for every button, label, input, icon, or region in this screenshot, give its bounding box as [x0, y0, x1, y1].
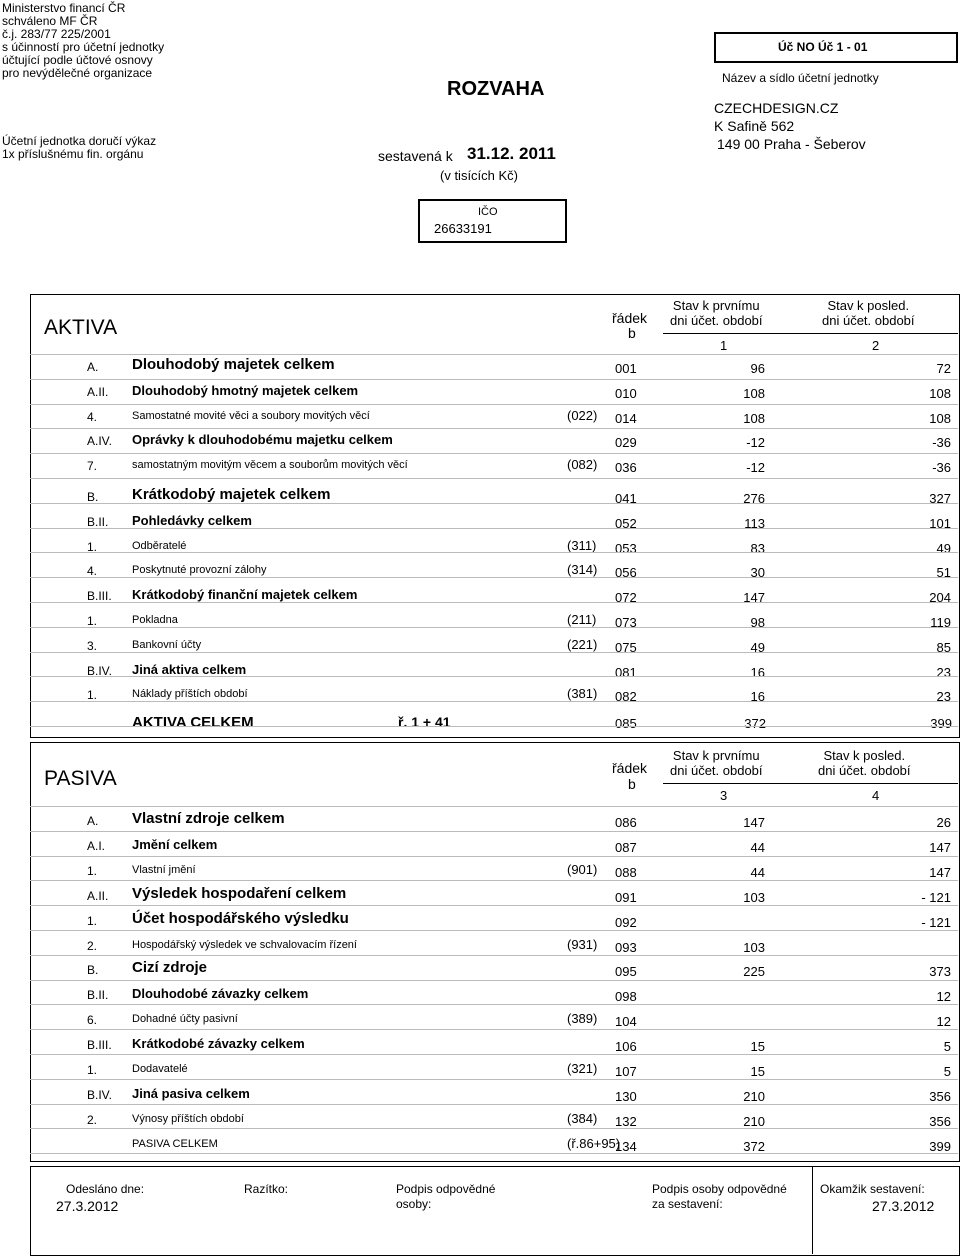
- row-value-last: 49: [936, 540, 951, 556]
- row-line-number: 001: [615, 361, 637, 376]
- row-value-last: -36: [932, 460, 951, 476]
- row-line-number: 081: [615, 664, 637, 680]
- aktiva-total-line: 085: [615, 716, 637, 731]
- row-value-last: 101: [929, 515, 951, 531]
- row-label: Krátkodobý majetek celkem: [132, 486, 331, 503]
- units-note: (v tisících Kč): [440, 168, 519, 183]
- row-value-first: -12: [746, 460, 765, 476]
- row-label: Pokladna: [132, 614, 178, 626]
- row-value-first: -12: [746, 435, 765, 451]
- row-code: B.IV.: [87, 1087, 112, 1102]
- row-value-first: 30: [750, 565, 765, 581]
- aktiva-title: AKTIVA: [44, 316, 118, 339]
- entity-street: K Safině 562: [714, 118, 795, 134]
- row-account: (389): [567, 1011, 598, 1027]
- row-label: Jiná aktiva celkem: [132, 661, 247, 677]
- row-label: Jiná pasiva celkem: [132, 1085, 250, 1101]
- row-account: (082): [567, 457, 598, 473]
- row-value-last: 23: [936, 664, 951, 680]
- compiled-date: 31.12. 2011: [467, 144, 556, 163]
- table-row: [87, 511, 955, 535]
- row-value-first: 113: [744, 515, 765, 531]
- col-b-header: b: [628, 776, 636, 792]
- row-code: A.II.: [87, 888, 109, 903]
- row-value-last: 72: [936, 361, 951, 376]
- row-value-last: 147: [929, 839, 951, 855]
- row-account: (311): [567, 537, 597, 553]
- row-value-first: 103: [743, 889, 765, 905]
- row-code: B.: [87, 490, 99, 504]
- form-code-box: [714, 32, 958, 63]
- row-line-number: 036: [615, 460, 637, 476]
- issuer-line: s účinností pro účetní jednotky: [2, 40, 165, 54]
- row-code: B.III.: [87, 1038, 112, 1053]
- row-value-first: 108: [743, 385, 765, 401]
- delivery-line: Účetní jednotka doručí výkaz: [2, 134, 157, 148]
- row-line-number: 056: [615, 565, 637, 581]
- table-row: [87, 684, 955, 708]
- row-line-number: 106: [615, 1039, 637, 1055]
- sent-label: Odesláno dne:: [66, 1182, 145, 1196]
- issuer-line: schváleno MF ČR: [2, 14, 98, 28]
- table-row: [87, 610, 955, 634]
- row-line-number: 041: [615, 491, 637, 506]
- compiler-signature: [652, 1182, 787, 1212]
- row-label: Dodavatelé: [132, 1063, 188, 1075]
- row-code: 1.: [87, 688, 98, 703]
- row-value-first: 16: [750, 664, 765, 680]
- row-value-last: 12: [936, 1014, 951, 1030]
- ico-label: IČO: [478, 206, 498, 218]
- row-line-number: 098: [615, 989, 637, 1005]
- row-line-number: 029: [615, 435, 637, 451]
- row-line-number: 092: [615, 914, 637, 930]
- row-line-number: 052: [615, 515, 637, 531]
- row-label: Odběratelé: [132, 539, 187, 552]
- row-code: B.III.: [87, 589, 112, 604]
- aktiva-total-label: AKTIVA CELKEM: [132, 714, 254, 731]
- col-num-4: 4: [872, 788, 880, 803]
- row-value-last: 5: [943, 1039, 951, 1055]
- row-value-first: 108: [743, 410, 765, 426]
- row-code: B.II.: [87, 514, 109, 529]
- row-code: 1.: [87, 614, 98, 628]
- table-row: [87, 560, 955, 584]
- ico-value: 26633191: [434, 221, 492, 236]
- row-line-number: 072: [615, 590, 637, 606]
- row-line-number: 107: [615, 1064, 637, 1079]
- row-label: Jmění celkem: [132, 836, 218, 852]
- table-row: [87, 430, 955, 454]
- row-value-first: 372: [743, 1138, 765, 1154]
- row-line-number: 086: [615, 815, 637, 830]
- row-account: (384): [567, 1110, 598, 1126]
- col-last-line: Stav k posled.: [823, 748, 906, 763]
- aktiva-total-ref: ř. 1 + 41: [398, 714, 451, 730]
- stamp-label: Razítko:: [244, 1182, 289, 1196]
- table-row: [87, 455, 955, 479]
- col-line-header: řádek: [612, 760, 648, 776]
- row-code: A.I.: [87, 838, 106, 853]
- row-value-last: 356: [929, 1113, 951, 1129]
- row-label: Dlouhodobý majetek celkem: [132, 356, 335, 373]
- col-num-2: 2: [872, 338, 880, 353]
- aktiva-total-v1: 372: [744, 716, 766, 731]
- col-b-header: b: [628, 325, 636, 341]
- responsible-signature: [396, 1182, 495, 1212]
- row-code: 3.: [87, 638, 98, 653]
- row-label: Hospodářský výsledek ve schvalovacím řízení: [132, 938, 357, 951]
- compiler-line: za sestavení:: [652, 1197, 723, 1211]
- delivery-note: [2, 135, 156, 161]
- table-row: [87, 1134, 955, 1158]
- table-row: [87, 585, 955, 609]
- row-code: B.IV.: [87, 663, 112, 678]
- issuer-info: [2, 2, 164, 80]
- row-account: (022): [567, 407, 598, 423]
- issuer-line: účtující podle účtové osnovy: [2, 53, 153, 67]
- row-code: 6.: [87, 1013, 98, 1028]
- row-line-number: 093: [615, 939, 637, 955]
- row-code: 1.: [87, 1063, 98, 1077]
- entity-name: CZECHDESIGN.CZ: [714, 100, 839, 116]
- row-code: 1.: [87, 539, 98, 554]
- row-value-last: -36: [932, 435, 951, 451]
- row-value-first: 15: [750, 1039, 765, 1055]
- row-label: Krátkodobý finanční majetek celkem: [132, 587, 358, 603]
- row-value-last: 51: [936, 565, 951, 581]
- row-value-first: 147: [743, 590, 765, 606]
- row-code: A.: [87, 814, 99, 828]
- entity-label: Název a sídlo účetní jednotky: [722, 71, 879, 85]
- row-value-first: 44: [750, 864, 765, 880]
- row-code: A.IV.: [87, 434, 112, 449]
- row-label: Výsledek hospodaření celkem: [132, 884, 347, 902]
- compiled-label: sestavená k: [378, 148, 453, 164]
- row-value-first: 210: [743, 1113, 765, 1129]
- row-code: B.II.: [87, 988, 109, 1003]
- row-account: (321): [567, 1061, 598, 1076]
- row-value-first: 276: [743, 491, 765, 506]
- table-row: [87, 635, 955, 659]
- row-value-first: 49: [750, 639, 765, 655]
- row-label: Pohledávky celkem: [132, 512, 252, 528]
- row-label: Vlastní zdroje celkem: [132, 810, 285, 827]
- row-value-first: 96: [750, 361, 765, 376]
- sent-date: 27.3.2012: [56, 1198, 119, 1214]
- entity-city: 149 00 Praha - Šeberov: [717, 136, 866, 152]
- row-value-last: 399: [929, 1138, 951, 1154]
- row-line-number: 053: [615, 540, 637, 556]
- table-row: [87, 660, 955, 684]
- row-value-first: 103: [743, 939, 765, 955]
- row-value-first: 225: [743, 964, 765, 980]
- row-value-last: - 121: [921, 914, 951, 930]
- row-line-number: 075: [615, 639, 637, 655]
- row-value-last: 85: [936, 639, 951, 655]
- row-value-first: 15: [750, 1064, 765, 1079]
- col-last-line: dni účet. období: [822, 313, 915, 328]
- issuer-line: č.j. 283/77 225/2001: [2, 27, 111, 41]
- col-first-header: [670, 748, 763, 778]
- row-account: (901): [567, 861, 598, 877]
- pasiva-title: PASIVA: [44, 767, 117, 790]
- col-num-3: 3: [720, 788, 728, 803]
- row-code: B.: [87, 963, 99, 978]
- row-code: 2.: [87, 1112, 98, 1127]
- row-label: Dohadné účty pasivní: [132, 1013, 238, 1026]
- row-line-number: 073: [615, 615, 637, 630]
- row-line-number: 095: [615, 964, 637, 980]
- table-row: [87, 406, 955, 430]
- row-value-last: - 121: [921, 889, 951, 905]
- col-first-line: dni účet. období: [670, 313, 763, 328]
- row-value-last: 12: [936, 989, 951, 1005]
- row-label: Účet hospodářského výsledku: [132, 909, 349, 927]
- row-value-first: 44: [750, 839, 765, 855]
- col-num-1: 1: [720, 338, 728, 353]
- row-code: 4.: [87, 409, 98, 424]
- row-label: Vlastní jmění: [132, 863, 196, 876]
- row-line-number: 132: [615, 1113, 637, 1129]
- table-row: [87, 1109, 955, 1133]
- row-code: 1.: [87, 863, 98, 878]
- row-value-last: 108: [929, 410, 951, 426]
- issuer-line: Ministerstvo financí ČR: [2, 1, 126, 15]
- form-code: Úč NO Úč 1 - 01: [778, 40, 868, 54]
- table-row: [87, 486, 955, 510]
- responsible-line: osoby:: [396, 1197, 432, 1211]
- row-line-number: 014: [615, 410, 637, 426]
- col-first-header: [670, 298, 763, 328]
- moment-label: Okamžik sestavení:: [820, 1182, 925, 1196]
- row-account: (314): [567, 562, 598, 578]
- row-label: Cizí zdroje: [132, 959, 208, 977]
- row-label: samostatným movitým věcem a souborům movitých věcí: [132, 459, 408, 472]
- row-value-last: 5: [943, 1064, 951, 1079]
- row-account: (931): [567, 936, 598, 952]
- row-account: (211): [567, 612, 597, 627]
- ico-box: [418, 199, 567, 243]
- row-code: A.: [87, 360, 99, 374]
- table-row: [87, 356, 955, 380]
- row-line-number: 087: [615, 839, 637, 855]
- row-value-last: 327: [929, 491, 951, 506]
- row-label: Výnosy příštích období: [132, 1112, 244, 1125]
- row-label: Dlouhodobé závazky celkem: [132, 986, 309, 1002]
- row-label: Dlouhodobý hmotný majetek celkem: [132, 382, 359, 398]
- row-value-last: 23: [936, 689, 951, 705]
- aktiva-total-v2: 399: [930, 716, 952, 731]
- row-label: Samostatné movité věci a soubory movitých věcí: [132, 409, 370, 422]
- page-title: ROZVAHA: [447, 78, 545, 100]
- row-value-last: 119: [930, 615, 951, 630]
- row-value-last: 26: [936, 815, 951, 830]
- row-line-number: 134: [615, 1138, 637, 1154]
- col-first-line: Stav k prvnímu: [672, 748, 760, 763]
- row-line-number: 130: [615, 1088, 637, 1104]
- row-account: (381): [567, 686, 598, 702]
- issuer-line: pro nevýdělečné organizace: [2, 66, 153, 80]
- row-label: Bankovní účty: [132, 638, 202, 651]
- row-label: Oprávky k dlouhodobému majetku celkem: [132, 432, 393, 448]
- row-code: 2.: [87, 938, 98, 953]
- row-value-first: 210: [743, 1088, 765, 1104]
- row-value-first: 98: [750, 615, 765, 630]
- row-line-number: 104: [615, 1014, 637, 1030]
- row-label: Poskytnuté provozní zálohy: [132, 564, 267, 577]
- row-value-last: 108: [929, 385, 951, 401]
- compiler-line: Podpis osoby odpovědné: [652, 1182, 787, 1196]
- row-value-last: 356: [929, 1088, 951, 1104]
- row-value-first: 16: [750, 689, 765, 705]
- col-line-header: řádek: [612, 310, 648, 326]
- row-value-last: 147: [929, 864, 951, 880]
- col-last-header: [818, 748, 911, 778]
- row-account: (ř.86+95): [567, 1135, 621, 1151]
- col-last-line: dni účet. období: [818, 763, 911, 778]
- row-value-last: 373: [929, 964, 951, 980]
- row-label: Krátkodobé závazky celkem: [132, 1036, 305, 1052]
- row-code: 4.: [87, 564, 98, 579]
- col-last-header: [822, 298, 915, 328]
- row-account: (221): [567, 636, 598, 652]
- row-value-first: 83: [750, 540, 765, 556]
- row-label: Náklady příštích období: [132, 688, 248, 701]
- row-value-last: 204: [929, 590, 951, 606]
- row-code: 1.: [87, 913, 98, 928]
- row-line-number: 010: [615, 385, 637, 401]
- row-value-first: 147: [743, 815, 765, 830]
- moment-date: 27.3.2012: [872, 1198, 935, 1214]
- col-last-line: Stav k posled.: [827, 298, 910, 313]
- table-row: [87, 381, 955, 405]
- responsible-line: Podpis odpovědné: [396, 1182, 496, 1196]
- col-first-line: Stav k prvnímu: [672, 298, 760, 313]
- table-row: [87, 536, 955, 560]
- row-label: PASIVA CELKEM: [132, 1137, 218, 1150]
- row-line-number: 091: [615, 889, 637, 905]
- row-line-number: 082: [615, 689, 637, 705]
- delivery-line: 1x příslušnému fin. orgánu: [2, 147, 144, 161]
- col-first-line: dni účet. období: [670, 763, 763, 778]
- row-code: A.II.: [87, 384, 109, 399]
- row-line-number: 088: [615, 864, 637, 880]
- row-code: 7.: [87, 459, 98, 474]
